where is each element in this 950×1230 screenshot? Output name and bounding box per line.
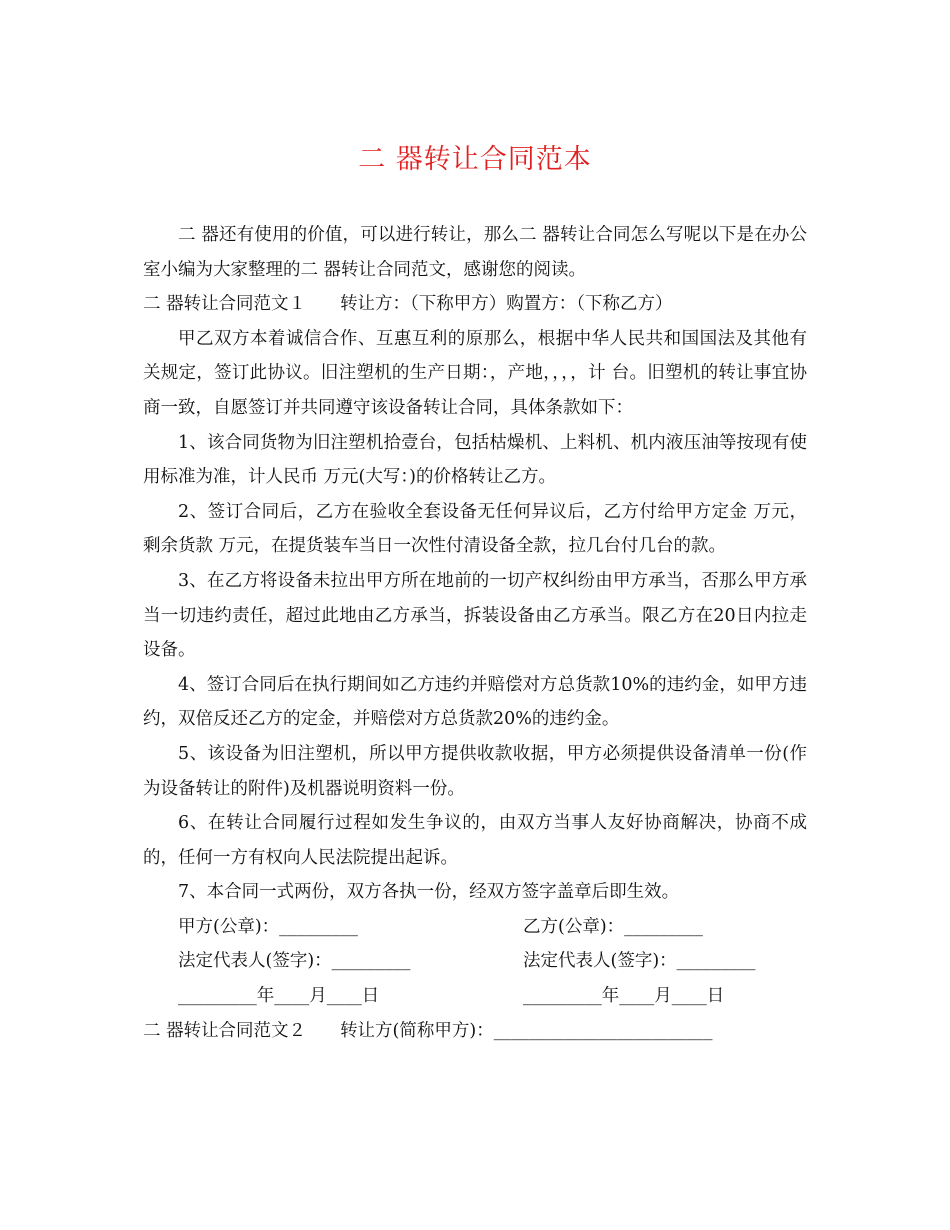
signature-row-date (143, 979, 807, 1014)
party-b-date: _________年____月____日 (523, 986, 725, 1007)
signature-row-seal (143, 910, 807, 945)
document-body (143, 218, 807, 1048)
clause-1: 1、该合同货物为旧注塑机拾壹台，包括枯燥机、上料机、机内液压油等按现有使用标准为准，计人民币 万元(大写：)的价格转让乙方。 (143, 432, 807, 488)
party-b-seal: 乙方(公章)：_________ (523, 916, 703, 937)
signature-row-representative (143, 944, 807, 979)
preamble-paragraph: 甲乙双方本着诚信合作、互惠互利的原那么，根据中华人民共和国国法及其他有关规定，签订此协议。旧注塑机的生产日期：，产地，，，，计 台。旧塑机的转让事宜协商一致，自愿签订并共同遵守该设备转让合同，具体条款如下： (143, 328, 807, 418)
sample1-heading-line (143, 287, 807, 322)
clause-5: 5、该设备为旧注塑机，所以甲方提供收款收据，甲方必须提供设备清单一份(作为设备转让的附件)及机器说明资料一份。 (143, 743, 807, 799)
clause-4: 4、签订合同后在执行期间如乙方违约并赔偿对方总货款10%的违约金，如甲方违约，双倍反还乙方的定金，并赔偿对方总货款20%的违约金。 (143, 674, 807, 730)
sample1-heading: 二 器转让合同范文１ (143, 294, 307, 315)
party-a-seal: 甲方(公章)：_________ (178, 916, 358, 937)
clause-6: 6、在转让合同履行过程如发生争议的，由双方当事人友好协商解决，协商不成的，任何一方有权向人民法院提出起诉。 (143, 813, 807, 868)
sample1-parties: 转让方：（下称甲方）购置方：（下称乙方） (340, 294, 673, 315)
intro-paragraph: 二 器还有使用的价值，可以进行转让，那么二 器转让合同怎么写呢以下是在办公室小编为大家整理的二 器转让合同范文，感谢您的阅读。 (143, 225, 807, 280)
page-title: 二 器转让合同范本 (358, 144, 592, 175)
sample2-parties: 转让方(简称甲方)：_________________________ (340, 1020, 713, 1041)
sample2-heading-line (143, 1014, 807, 1049)
party-a-date: _________年____月____日 (178, 986, 380, 1007)
clause-3: 3、在乙方将设备未拉出甲方所在地前的一切产权纠纷由甲方承当，否那么甲方承当一切违约责任，超过此地由乙方承当，拆装设备由乙方承当。限乙方在20日内拉走设备。 (143, 570, 807, 661)
party-b-representative: 法定代表人(签字)：_________ (523, 951, 756, 972)
party-a-representative: 法定代表人(签字)：_________ (178, 951, 411, 972)
sample2-heading: 二 器转让合同范文２ (143, 1020, 307, 1041)
clause-7: 7、本合同一式两份，双方各执一份，经双方签字盖章后即生效。 (178, 882, 680, 903)
clause-2: 2、签订合同后，乙方在验收全套设备无任何异议后，乙方付给甲方定金 万元，剩余货款 万元，在提货装车当日一次性付清设备全款，拉几台付几台的款。 (143, 501, 807, 557)
